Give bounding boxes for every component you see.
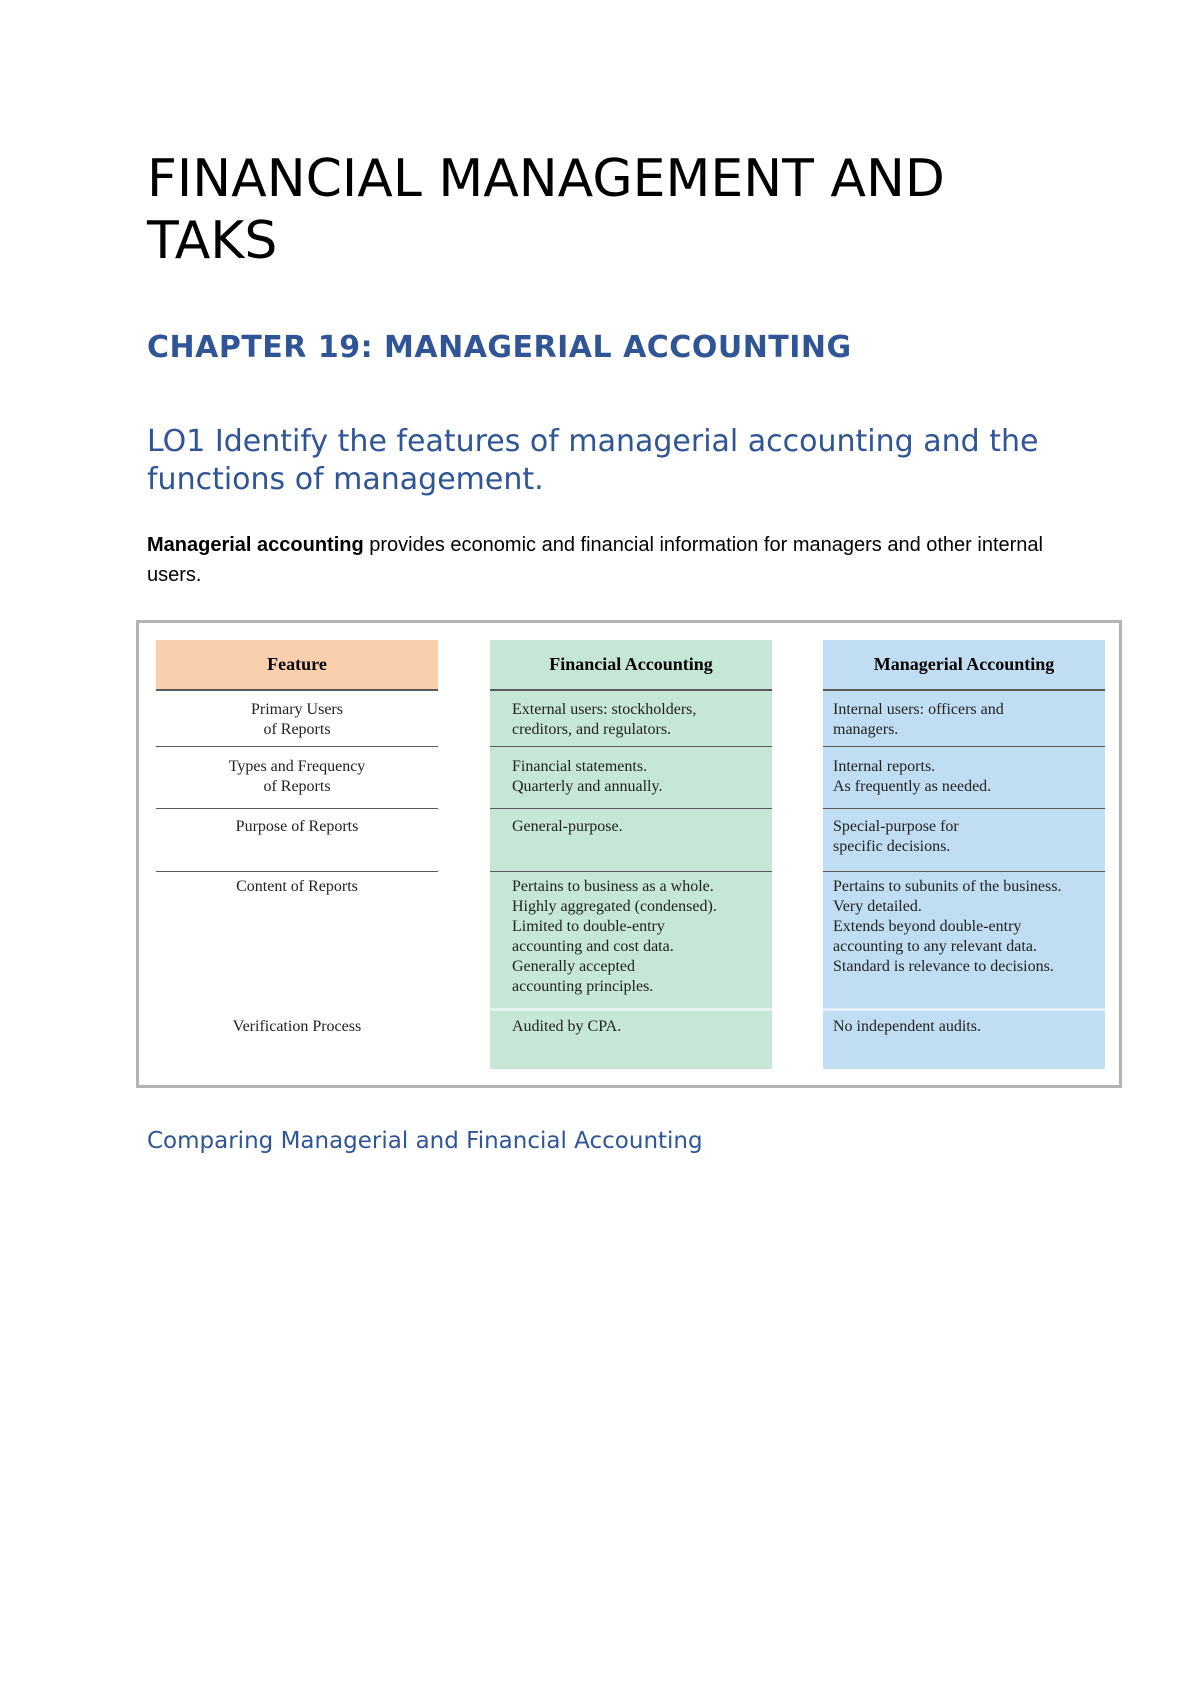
feature-cell-verification: Verification Process	[232, 1018, 362, 1035]
financial-cell-content: Pertains to business as a whole. Highly aggregated (condensed). Limited to double-entry accounting and cost data. Generally accepted accounting principles.	[512, 878, 717, 995]
row-divider-light	[823, 1008, 1105, 1011]
intro-text: provides economic and financial information for managers and other internal users.	[147, 534, 1043, 586]
row-divider-light	[490, 1008, 772, 1011]
feature-cell-types-frequency: Types and Frequency of Reports	[228, 758, 366, 795]
row-divider	[156, 871, 438, 872]
row-divider	[823, 871, 1105, 872]
managerial-accounting-column	[823, 640, 1105, 1069]
intro-paragraph	[147, 530, 1087, 590]
financial-cell-types-frequency: Financial statements. Quarterly and annually.	[512, 758, 663, 795]
managerial-cell-primary-users: Internal users: officers and managers.	[833, 701, 1004, 738]
row-divider	[490, 871, 772, 872]
row-divider	[156, 808, 438, 809]
managerial-cell-purpose: Special-purpose for specific decisions.	[833, 818, 959, 855]
managerial-cell-verification: No independent audits.	[833, 1018, 981, 1035]
financial-accounting-header: Financial Accounting	[490, 640, 772, 691]
financial-accounting-column	[490, 640, 772, 1069]
feature-column	[156, 640, 438, 1035]
financial-cell-verification: Audited by CPA.	[512, 1018, 622, 1035]
row-divider	[823, 746, 1105, 747]
row-divider	[490, 808, 772, 809]
financial-cell-purpose: General-purpose.	[512, 818, 623, 835]
row-divider	[156, 746, 438, 747]
row-divider	[823, 808, 1105, 809]
managerial-cell-types-frequency: Internal reports. As frequently as needed.	[833, 758, 992, 795]
document-title: FINANCIAL MANAGEMENT AND TAKS	[147, 149, 945, 271]
feature-cell-purpose: Purpose of Reports	[235, 818, 359, 835]
intro-term: Managerial accounting	[147, 534, 364, 556]
managerial-cell-content: Pertains to subunits of the business. Very detailed. Extends beyond double-entry accounting to any relevant data. Standard is relevance to decisions.	[833, 878, 1062, 975]
feature-header: Feature	[156, 640, 438, 691]
feature-cell-content: Content of Reports	[236, 878, 358, 895]
financial-cell-primary-users: External users: stockholders, creditors, and regulators.	[512, 701, 697, 738]
managerial-accounting-header: Managerial Accounting	[823, 640, 1105, 691]
figure-caption: Comparing Managerial and Financial Accounting	[147, 1128, 703, 1154]
chapter-heading: CHAPTER 19: MANAGERIAL ACCOUNTING	[147, 330, 852, 365]
learning-objective-heading: LO1 Identify the features of managerial accounting and the functions of management.	[147, 424, 1039, 497]
comparison-table-figure	[136, 620, 1122, 1088]
row-divider	[490, 746, 772, 747]
feature-cell-primary-users: Primary Users of Reports	[251, 701, 343, 738]
